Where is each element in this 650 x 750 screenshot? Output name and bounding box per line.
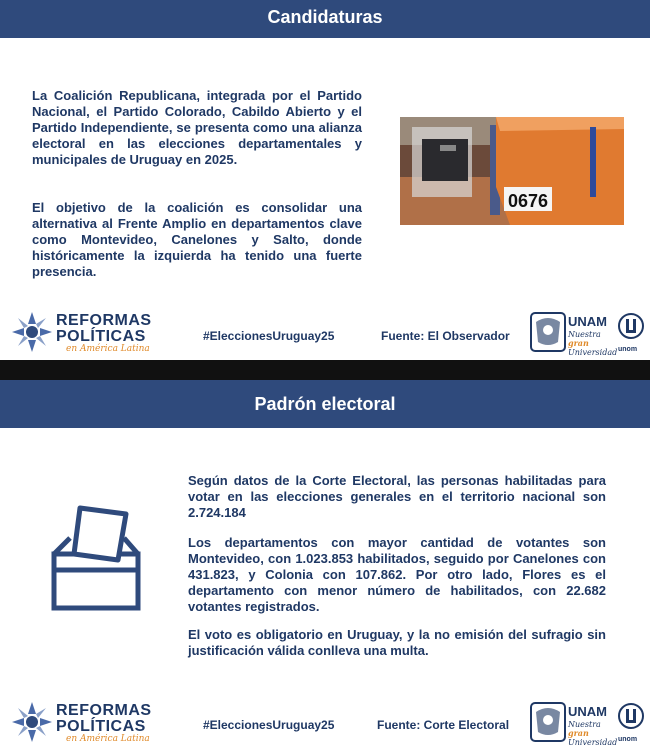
logo-line2: POLÍTICAS	[56, 328, 146, 345]
logo-line1: REFORMAS	[56, 702, 152, 719]
slide-title: Padrón electoral	[254, 394, 396, 414]
unom-label: unom	[618, 346, 638, 353]
ballot-box-icon	[48, 504, 148, 614]
unam-slogan: Nuestra gran Universidad	[568, 330, 618, 357]
slide-candidaturas	[0, 0, 650, 360]
logo-unam	[530, 700, 648, 747]
logo-line3: en América Latina	[66, 344, 150, 354]
logo-reformas-politicas	[10, 310, 155, 354]
logo-reformas-politicas	[10, 700, 155, 744]
unom-emblem-icon	[618, 702, 644, 732]
unom-label: unom	[618, 736, 638, 743]
paragraph-objetivo: El objetivo de la coalición es consolidar una alternativa al Frente Amplio en departamentos clave como Montevideo, Canelones y Salto, donde históricamente la izquierda ha tenido una fuerte presencia.	[32, 200, 362, 279]
ballot-box-photo	[400, 117, 624, 225]
photo-ballot-number: 0676	[508, 191, 549, 211]
slide-title-bar	[0, 0, 650, 38]
unam-shield-icon	[530, 702, 566, 742]
reformas-emblem-icon	[10, 310, 54, 354]
hashtag: #EleccionesUruguay25	[203, 329, 335, 343]
source-label: Fuente: El Observador	[381, 329, 510, 343]
reformas-emblem-icon	[10, 700, 54, 744]
unam-slogan: Nuestra gran Universidad	[568, 720, 618, 747]
unom-emblem-icon	[618, 312, 644, 342]
paragraph-voto-obligatorio: El voto es obligatorio en Uruguay, y la no emisión del sufragio sin justificación válida conlleva una multa.	[188, 627, 606, 658]
hashtag: #EleccionesUruguay25	[203, 718, 335, 732]
slide-padron-electoral	[0, 380, 650, 750]
logo-line3: en América Latina	[66, 734, 150, 744]
source-label: Fuente: Corte Electoral	[377, 718, 510, 732]
slide-title-bar	[0, 380, 650, 428]
unam-shield-icon	[530, 312, 566, 352]
logo-line1: REFORMAS	[56, 312, 152, 329]
slide-title: Candidaturas	[267, 7, 383, 27]
logo-line2: POLÍTICAS	[56, 718, 146, 735]
unam-label: UNAM	[568, 314, 607, 329]
paragraph-habilitados: Según datos de la Corte Electoral, las personas habilitadas para votar en las elecciones generales en el territorio nacional son 2.724.184	[188, 473, 606, 520]
paragraph-departamentos: Los departamentos con mayor cantidad de votantes son Montevideo, con 1.023.853 habilitados, seguido por Canelones con 431.823, y Colonia con 107.862. Por otro lado, Flores es el departamento con menor número de habilitados, con 22.682 votantes registrados.	[188, 535, 606, 614]
unam-label: UNAM	[568, 704, 607, 719]
logo-unam	[530, 310, 648, 357]
paragraph-coalicion: La Coalición Republicana, integrada por el Partido Nacional, el Partido Colorado, Cabildo Abierto y el Partido Independiente, se presenta como una alianza electoral en las elecciones departamentales y municipales de Uruguay en 2025.	[32, 88, 362, 167]
